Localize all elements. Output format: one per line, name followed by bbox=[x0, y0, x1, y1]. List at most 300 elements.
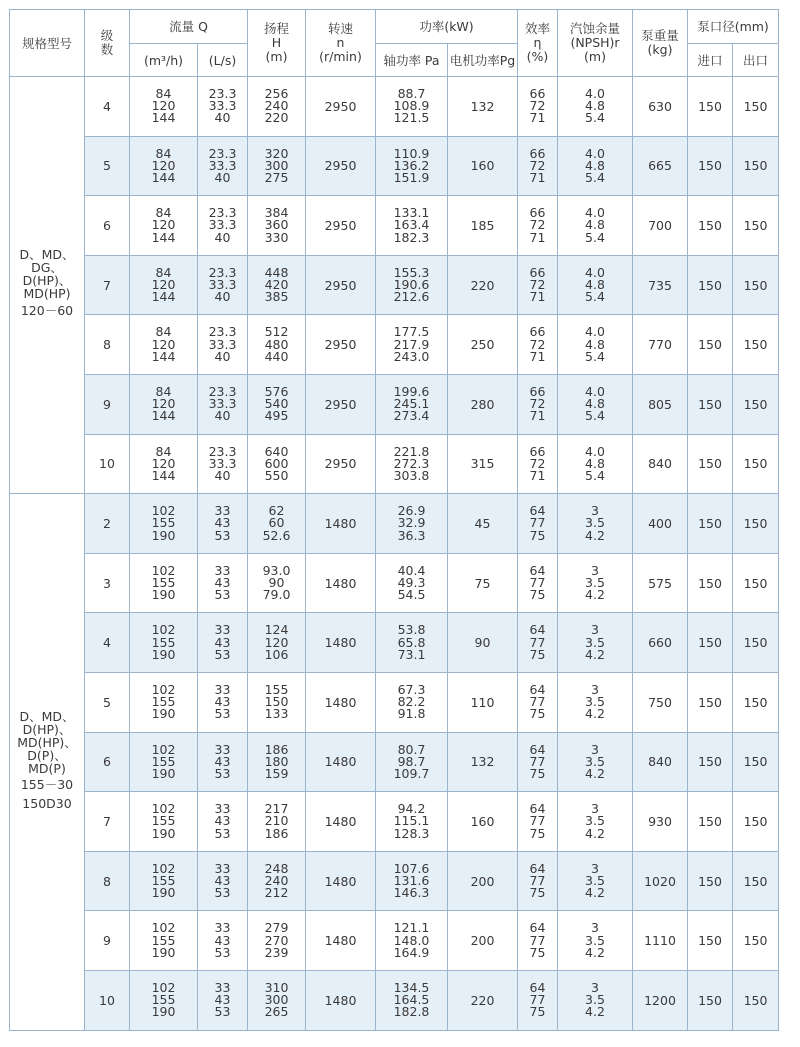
flow-ls-cell-value: 53 bbox=[214, 1004, 231, 1020]
npsh-cell bbox=[558, 315, 633, 375]
efficiency-cell-value: 77 bbox=[529, 634, 546, 650]
flow-ls-cell bbox=[198, 672, 248, 732]
npsh-cell-value: 4.0 bbox=[585, 383, 605, 399]
speed-cell: 2950 bbox=[306, 374, 376, 434]
flow-m3h-cell-value: 102 bbox=[151, 860, 176, 876]
efficiency-cell bbox=[518, 255, 558, 315]
npsh-cell-value: 5.4 bbox=[585, 110, 605, 126]
npsh-cell-value: 3.5 bbox=[585, 872, 605, 888]
flow-ls-cell-value: 23.3 bbox=[208, 324, 237, 340]
header-weight: 泵重量 (kg) bbox=[633, 10, 688, 77]
outlet-cell: 150 bbox=[733, 613, 779, 673]
speed-cell: 2950 bbox=[306, 255, 376, 315]
flow-m3h-cell bbox=[130, 77, 198, 137]
shaft-power-cell-value: 221.8 bbox=[393, 443, 430, 459]
table-row bbox=[10, 196, 779, 256]
weight-cell: 665 bbox=[633, 136, 688, 196]
flow-ls-cell-value: 40 bbox=[214, 229, 231, 245]
motor-power-cell: 132 bbox=[448, 77, 518, 137]
stage-cell: 4 bbox=[85, 613, 130, 673]
motor-power-cell: 220 bbox=[448, 255, 518, 315]
flow-m3h-cell-value: 84 bbox=[155, 85, 172, 101]
npsh-cell-value: 3 bbox=[591, 562, 599, 578]
model-line: MD(HP)、 bbox=[17, 735, 77, 751]
head-cell bbox=[248, 374, 306, 434]
flow-ls-cell bbox=[198, 792, 248, 852]
npsh-cell-value: 3.5 bbox=[585, 694, 605, 710]
header-motor-power: 电机功率Pg bbox=[448, 44, 518, 77]
head-cell-value: 217 bbox=[264, 801, 289, 817]
flow-m3h-cell-value: 190 bbox=[151, 885, 176, 901]
flow-m3h-cell-value: 190 bbox=[151, 825, 176, 841]
npsh-cell-value: 3.5 bbox=[585, 634, 605, 650]
inlet-cell: 150 bbox=[688, 255, 733, 315]
flow-m3h-cell-value: 190 bbox=[151, 527, 176, 543]
shaft-power-cell-value: 115.1 bbox=[393, 813, 430, 829]
speed-cell: 1480 bbox=[306, 851, 376, 911]
model-line: 155－30 bbox=[20, 777, 74, 793]
npsh-cell-value: 3.5 bbox=[585, 813, 605, 829]
head-cell-value: 640 bbox=[264, 443, 289, 459]
flow-m3h-cell-value: 102 bbox=[151, 801, 176, 817]
stage-cell: 8 bbox=[85, 851, 130, 911]
head-cell-value: 150 bbox=[264, 694, 289, 710]
efficiency-cell bbox=[518, 911, 558, 971]
shaft-power-cell bbox=[376, 792, 448, 852]
shaft-power-cell bbox=[376, 553, 448, 613]
head-cell bbox=[248, 851, 306, 911]
npsh-cell-value: 4.8 bbox=[585, 157, 605, 173]
stage-cell: 9 bbox=[85, 911, 130, 971]
efficiency-cell-value: 77 bbox=[529, 992, 546, 1008]
efficiency-cell-value: 71 bbox=[529, 289, 546, 305]
flow-ls-cell-value: 40 bbox=[214, 408, 231, 424]
table-row bbox=[10, 613, 779, 673]
stage-cell: 7 bbox=[85, 255, 130, 315]
head-cell-value: 210 bbox=[264, 813, 289, 829]
shaft-power-cell-value: 110.9 bbox=[393, 145, 430, 161]
flow-ls-cell bbox=[198, 374, 248, 434]
header-inlet: 进口 bbox=[688, 44, 733, 77]
shaft-power-cell-value: 155.3 bbox=[393, 264, 430, 280]
head-cell bbox=[248, 911, 306, 971]
speed-cell: 2950 bbox=[306, 136, 376, 196]
flow-m3h-cell bbox=[130, 315, 198, 375]
flow-ls-cell-value: 33 bbox=[214, 801, 231, 817]
efficiency-cell-value: 66 bbox=[529, 383, 546, 399]
head-cell-value: 600 bbox=[264, 455, 289, 471]
shaft-power-cell-value: 121.5 bbox=[393, 110, 430, 126]
npsh-cell-value: 3 bbox=[591, 681, 599, 697]
shaft-power-cell-value: 182.8 bbox=[393, 1004, 430, 1020]
flow-m3h-cell-value: 120 bbox=[151, 276, 176, 292]
table-row bbox=[10, 136, 779, 196]
npsh-cell bbox=[558, 672, 633, 732]
flow-m3h-cell-value: 102 bbox=[151, 622, 176, 638]
efficiency-cell-value: 64 bbox=[529, 979, 546, 995]
shaft-power-cell bbox=[376, 851, 448, 911]
head-cell bbox=[248, 970, 306, 1030]
npsh-cell-value: 4.8 bbox=[585, 98, 605, 114]
shaft-power-cell-value: 73.1 bbox=[397, 646, 426, 662]
table-row bbox=[10, 315, 779, 375]
head-cell-value: 159 bbox=[264, 765, 289, 781]
flow-m3h-cell-value: 102 bbox=[151, 920, 176, 936]
head-cell-value: 310 bbox=[264, 979, 289, 995]
table-row bbox=[10, 911, 779, 971]
shaft-power-cell bbox=[376, 196, 448, 256]
table-row bbox=[10, 792, 779, 852]
speed-cell: 1480 bbox=[306, 792, 376, 852]
shaft-power-cell bbox=[376, 315, 448, 375]
flow-ls-cell-value: 43 bbox=[214, 574, 231, 590]
npsh-cell bbox=[558, 792, 633, 852]
shaft-power-cell-value: 177.5 bbox=[393, 324, 430, 340]
inlet-cell: 150 bbox=[688, 792, 733, 852]
stage-cell: 6 bbox=[85, 732, 130, 792]
flow-ls-cell-value: 53 bbox=[214, 825, 231, 841]
flow-ls-cell-value: 33 bbox=[214, 741, 231, 757]
npsh-cell-value: 4.2 bbox=[585, 527, 605, 543]
table-header bbox=[10, 10, 779, 77]
shaft-power-cell-value: 36.3 bbox=[397, 527, 426, 543]
stage-cell: 7 bbox=[85, 792, 130, 852]
head-cell-value: 495 bbox=[264, 408, 289, 424]
speed-cell: 2950 bbox=[306, 77, 376, 137]
flow-m3h-cell-value: 144 bbox=[151, 229, 176, 245]
weight-cell: 1110 bbox=[633, 911, 688, 971]
efficiency-cell-value: 72 bbox=[529, 276, 546, 292]
head-cell-value: 52.6 bbox=[262, 527, 291, 543]
header-power: 功率(kW) bbox=[376, 10, 518, 44]
model-line: D(HP)、 bbox=[22, 722, 72, 738]
outlet-cell: 150 bbox=[733, 792, 779, 852]
inlet-cell: 150 bbox=[688, 494, 733, 554]
stage-cell: 10 bbox=[85, 970, 130, 1030]
shaft-power-cell bbox=[376, 970, 448, 1030]
flow-ls-cell-value: 33.3 bbox=[208, 336, 237, 352]
weight-cell: 750 bbox=[633, 672, 688, 732]
npsh-cell bbox=[558, 255, 633, 315]
flow-ls-cell-value: 23.3 bbox=[208, 205, 237, 221]
flow-ls-cell-value: 53 bbox=[214, 885, 231, 901]
outlet-cell: 150 bbox=[733, 732, 779, 792]
shaft-power-cell-value: 67.3 bbox=[397, 681, 426, 697]
weight-cell: 1200 bbox=[633, 970, 688, 1030]
npsh-cell bbox=[558, 434, 633, 494]
head-cell bbox=[248, 732, 306, 792]
head-cell-value: 540 bbox=[264, 396, 289, 412]
npsh-cell-value: 4.2 bbox=[585, 646, 605, 662]
npsh-cell-value: 3 bbox=[591, 741, 599, 757]
efficiency-cell-value: 72 bbox=[529, 455, 546, 471]
stage-cell: 8 bbox=[85, 315, 130, 375]
efficiency-cell bbox=[518, 613, 558, 673]
flow-m3h-cell-value: 84 bbox=[155, 443, 172, 459]
npsh-cell bbox=[558, 374, 633, 434]
flow-m3h-cell-value: 84 bbox=[155, 383, 172, 399]
npsh-cell-value: 4.0 bbox=[585, 264, 605, 280]
flow-ls-cell-value: 33.3 bbox=[208, 396, 237, 412]
flow-ls-cell-value: 53 bbox=[214, 587, 231, 603]
flow-m3h-cell bbox=[130, 255, 198, 315]
shaft-power-cell-value: 131.6 bbox=[393, 872, 430, 888]
inlet-cell: 150 bbox=[688, 613, 733, 673]
flow-m3h-cell-value: 120 bbox=[151, 98, 176, 114]
npsh-cell bbox=[558, 970, 633, 1030]
flow-m3h-cell-value: 190 bbox=[151, 706, 176, 722]
flow-ls-cell-value: 40 bbox=[214, 110, 231, 126]
motor-power-cell: 160 bbox=[448, 792, 518, 852]
flow-m3h-cell bbox=[130, 374, 198, 434]
head-cell bbox=[248, 196, 306, 256]
efficiency-cell bbox=[518, 374, 558, 434]
efficiency-cell-value: 75 bbox=[529, 1004, 546, 1020]
head-cell-value: 186 bbox=[264, 741, 289, 757]
head-cell-value: 256 bbox=[264, 85, 289, 101]
head-cell-value: 480 bbox=[264, 336, 289, 352]
flow-m3h-cell-value: 190 bbox=[151, 765, 176, 781]
shaft-power-cell-value: 164.9 bbox=[393, 944, 430, 960]
flow-ls-cell-value: 23.3 bbox=[208, 264, 237, 280]
weight-cell: 805 bbox=[633, 374, 688, 434]
flow-m3h-cell-value: 190 bbox=[151, 587, 176, 603]
efficiency-cell-value: 71 bbox=[529, 408, 546, 424]
efficiency-cell-value: 64 bbox=[529, 860, 546, 876]
efficiency-cell-value: 75 bbox=[529, 944, 546, 960]
model-cell bbox=[10, 494, 85, 1030]
flow-m3h-cell-value: 155 bbox=[151, 515, 176, 531]
speed-cell: 1480 bbox=[306, 732, 376, 792]
flow-ls-cell bbox=[198, 970, 248, 1030]
head-cell bbox=[248, 672, 306, 732]
flow-m3h-cell-value: 155 bbox=[151, 574, 176, 590]
shaft-power-cell-value: 163.4 bbox=[393, 217, 430, 233]
flow-ls-cell-value: 43 bbox=[214, 992, 231, 1008]
head-cell-value: 248 bbox=[264, 860, 289, 876]
head-cell-value: 60 bbox=[268, 515, 285, 531]
flow-ls-cell-value: 40 bbox=[214, 169, 231, 185]
npsh-cell-value: 3.5 bbox=[585, 515, 605, 531]
motor-power-cell: 90 bbox=[448, 613, 518, 673]
table-body bbox=[10, 77, 779, 1031]
head-cell-value: 420 bbox=[264, 276, 289, 292]
outlet-cell: 150 bbox=[733, 315, 779, 375]
shaft-power-cell-value: 32.9 bbox=[397, 515, 426, 531]
speed-cell: 1480 bbox=[306, 911, 376, 971]
npsh-cell-value: 4.2 bbox=[585, 885, 605, 901]
header-flow-m3h: (m³/h) bbox=[130, 44, 198, 77]
efficiency-cell-value: 77 bbox=[529, 813, 546, 829]
shaft-power-cell-value: 53.8 bbox=[397, 622, 426, 638]
flow-m3h-cell-value: 190 bbox=[151, 1004, 176, 1020]
efficiency-cell-value: 75 bbox=[529, 825, 546, 841]
flow-m3h-cell-value: 120 bbox=[151, 157, 176, 173]
flow-m3h-cell bbox=[130, 792, 198, 852]
npsh-cell bbox=[558, 77, 633, 137]
head-cell-value: 360 bbox=[264, 217, 289, 233]
npsh-cell-value: 3 bbox=[591, 503, 599, 519]
outlet-cell: 150 bbox=[733, 196, 779, 256]
shaft-power-cell-value: 108.9 bbox=[393, 98, 430, 114]
table-row bbox=[10, 553, 779, 613]
flow-m3h-cell bbox=[130, 553, 198, 613]
motor-power-cell: 132 bbox=[448, 732, 518, 792]
motor-power-cell: 45 bbox=[448, 494, 518, 554]
shaft-power-cell-value: 88.7 bbox=[397, 85, 426, 101]
efficiency-cell-value: 66 bbox=[529, 85, 546, 101]
efficiency-cell bbox=[518, 851, 558, 911]
head-cell-value: 186 bbox=[264, 825, 289, 841]
flow-m3h-cell bbox=[130, 851, 198, 911]
flow-m3h-cell-value: 120 bbox=[151, 455, 176, 471]
flow-ls-cell-value: 23.3 bbox=[208, 443, 237, 459]
model-line: D、MD、 bbox=[19, 709, 75, 725]
table-row bbox=[10, 374, 779, 434]
flow-ls-cell-value: 40 bbox=[214, 289, 231, 305]
efficiency-cell-value: 64 bbox=[529, 622, 546, 638]
inlet-cell: 150 bbox=[688, 851, 733, 911]
efficiency-cell-value: 75 bbox=[529, 706, 546, 722]
table-row bbox=[10, 77, 779, 137]
head-cell-value: 448 bbox=[264, 264, 289, 280]
npsh-cell-value: 4.2 bbox=[585, 944, 605, 960]
flow-m3h-cell-value: 102 bbox=[151, 562, 176, 578]
header-stages: 级 数 bbox=[85, 10, 130, 77]
npsh-cell-value: 5.4 bbox=[585, 169, 605, 185]
head-cell bbox=[248, 434, 306, 494]
flow-ls-cell-value: 23.3 bbox=[208, 145, 237, 161]
stage-cell: 2 bbox=[85, 494, 130, 554]
flow-ls-cell bbox=[198, 613, 248, 673]
npsh-cell-value: 5.4 bbox=[585, 467, 605, 483]
head-cell-value: 240 bbox=[264, 98, 289, 114]
flow-m3h-cell-value: 144 bbox=[151, 467, 176, 483]
flow-m3h-cell bbox=[130, 196, 198, 256]
npsh-cell bbox=[558, 851, 633, 911]
efficiency-cell bbox=[518, 672, 558, 732]
efficiency-cell bbox=[518, 136, 558, 196]
npsh-cell-value: 4.2 bbox=[585, 587, 605, 603]
flow-m3h-cell-value: 144 bbox=[151, 408, 176, 424]
shaft-power-cell-value: 82.2 bbox=[397, 694, 426, 710]
model-line: D(HP)、 bbox=[22, 273, 72, 289]
efficiency-cell-value: 71 bbox=[529, 467, 546, 483]
flow-ls-cell-value: 53 bbox=[214, 646, 231, 662]
flow-ls-cell-value: 33 bbox=[214, 920, 231, 936]
motor-power-cell: 200 bbox=[448, 851, 518, 911]
header-outlet: 出口 bbox=[733, 44, 779, 77]
pump-spec-table bbox=[9, 9, 779, 1031]
flow-m3h-cell-value: 120 bbox=[151, 396, 176, 412]
shaft-power-cell-value: 164.5 bbox=[393, 992, 430, 1008]
motor-power-cell: 220 bbox=[448, 970, 518, 1030]
header-npsh: 汽蚀余量 (NPSH)r (m) bbox=[558, 10, 633, 77]
flow-m3h-cell-value: 144 bbox=[151, 110, 176, 126]
motor-power-cell: 185 bbox=[448, 196, 518, 256]
shaft-power-cell bbox=[376, 911, 448, 971]
efficiency-cell-value: 75 bbox=[529, 587, 546, 603]
head-cell-value: 212 bbox=[264, 885, 289, 901]
outlet-cell: 150 bbox=[733, 970, 779, 1030]
outlet-cell: 150 bbox=[733, 136, 779, 196]
npsh-cell-value: 4.8 bbox=[585, 276, 605, 292]
head-cell-value: 385 bbox=[264, 289, 289, 305]
head-cell-value: 550 bbox=[264, 467, 289, 483]
npsh-cell-value: 3 bbox=[591, 920, 599, 936]
efficiency-cell-value: 72 bbox=[529, 396, 546, 412]
shaft-power-cell-value: 80.7 bbox=[397, 741, 426, 757]
stage-cell: 5 bbox=[85, 672, 130, 732]
efficiency-cell-value: 77 bbox=[529, 932, 546, 948]
efficiency-cell-value: 75 bbox=[529, 885, 546, 901]
efficiency-cell bbox=[518, 732, 558, 792]
npsh-cell-value: 5.4 bbox=[585, 229, 605, 245]
head-cell-value: 440 bbox=[264, 348, 289, 364]
flow-ls-cell-value: 40 bbox=[214, 348, 231, 364]
efficiency-cell-value: 66 bbox=[529, 145, 546, 161]
flow-ls-cell-value: 33.3 bbox=[208, 276, 237, 292]
shaft-power-cell-value: 136.2 bbox=[393, 157, 430, 173]
efficiency-cell-value: 64 bbox=[529, 681, 546, 697]
npsh-cell bbox=[558, 136, 633, 196]
speed-cell: 2950 bbox=[306, 315, 376, 375]
outlet-cell: 150 bbox=[733, 434, 779, 494]
motor-power-cell: 160 bbox=[448, 136, 518, 196]
table-row bbox=[10, 851, 779, 911]
flow-ls-cell-value: 43 bbox=[214, 694, 231, 710]
efficiency-cell-value: 66 bbox=[529, 324, 546, 340]
efficiency-cell-value: 77 bbox=[529, 753, 546, 769]
shaft-power-cell-value: 49.3 bbox=[397, 574, 426, 590]
shaft-power-cell bbox=[376, 77, 448, 137]
flow-ls-cell-value: 33 bbox=[214, 562, 231, 578]
table-row bbox=[10, 434, 779, 494]
efficiency-cell-value: 71 bbox=[529, 169, 546, 185]
weight-cell: 400 bbox=[633, 494, 688, 554]
npsh-cell-value: 4.0 bbox=[585, 205, 605, 221]
flow-m3h-cell bbox=[130, 613, 198, 673]
head-cell-value: 62 bbox=[268, 503, 285, 519]
efficiency-cell bbox=[518, 77, 558, 137]
npsh-cell-value: 5.4 bbox=[585, 348, 605, 364]
inlet-cell: 150 bbox=[688, 672, 733, 732]
efficiency-cell-value: 72 bbox=[529, 217, 546, 233]
head-cell-value: 239 bbox=[264, 944, 289, 960]
flow-ls-cell-value: 23.3 bbox=[208, 383, 237, 399]
shaft-power-cell-value: 212.6 bbox=[393, 289, 430, 305]
flow-ls-cell-value: 43 bbox=[214, 634, 231, 650]
table-row bbox=[10, 732, 779, 792]
shaft-power-cell-value: 148.0 bbox=[393, 932, 430, 948]
flow-ls-cell-value: 23.3 bbox=[208, 85, 237, 101]
head-cell-value: 155 bbox=[264, 681, 289, 697]
efficiency-cell-value: 72 bbox=[529, 336, 546, 352]
speed-cell: 1480 bbox=[306, 970, 376, 1030]
flow-m3h-cell-value: 84 bbox=[155, 145, 172, 161]
flow-m3h-cell-value: 144 bbox=[151, 169, 176, 185]
efficiency-cell-value: 77 bbox=[529, 574, 546, 590]
head-cell-value: 279 bbox=[264, 920, 289, 936]
flow-ls-cell bbox=[198, 553, 248, 613]
npsh-cell bbox=[558, 494, 633, 554]
npsh-cell-value: 4.8 bbox=[585, 217, 605, 233]
flow-m3h-cell-value: 120 bbox=[151, 217, 176, 233]
flow-ls-cell-value: 33 bbox=[214, 503, 231, 519]
head-cell-value: 300 bbox=[264, 157, 289, 173]
model-line: MD(HP) bbox=[23, 286, 71, 302]
npsh-cell bbox=[558, 553, 633, 613]
